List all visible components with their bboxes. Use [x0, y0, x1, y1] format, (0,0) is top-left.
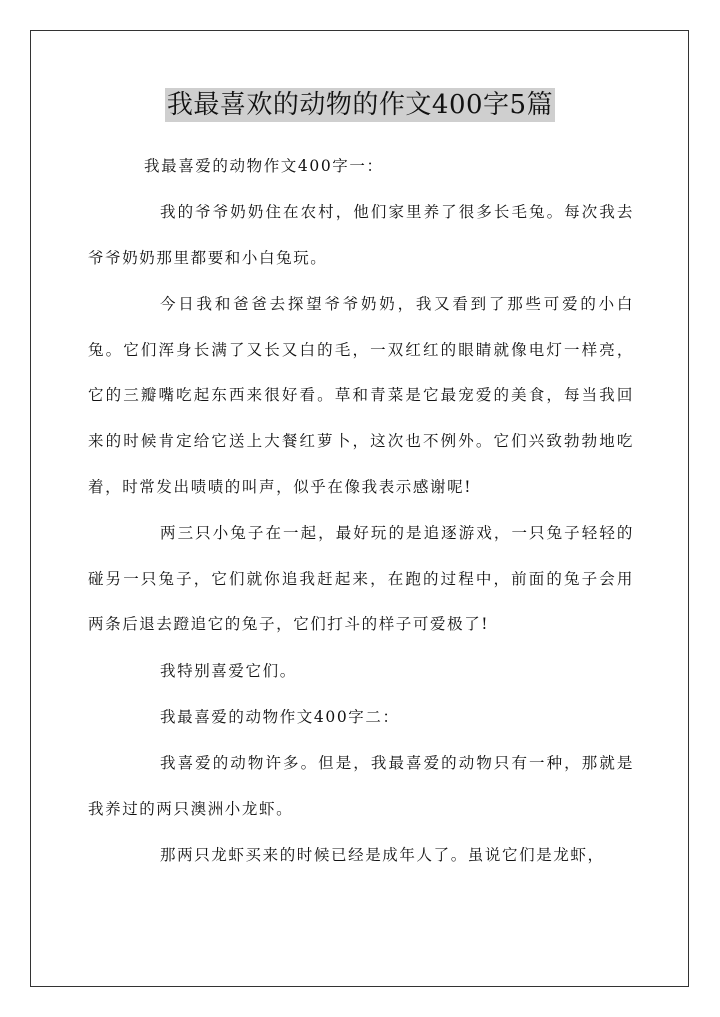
paragraph-2: 今日我和爸爸去探望爷爷奶奶，我又看到了那些可爱的小白兔。它们浑身长满了又长又白的毛，一双红红的眼睛就像电灯一样亮，它的三瓣嘴吃起东西来很好看。草和青菜是它最宠爱的美食，每当我回来的时候肯定给它送上大餐红萝卜，这次也不例外。它们兴致勃勃地吃着，时常发出啧啧的叫声，似乎在像我表示感谢呢! — [88, 295, 634, 496]
document-title: 我最喜欢的动物的作文400字5篇 — [166, 90, 554, 120]
paragraph-1: 我的爷爷奶奶住在农村，他们家里养了很多长毛兔。每次我去爷爷奶奶那里都要和小白兔玩。 — [88, 203, 634, 267]
section-heading-1: 我最喜爱的动物作文400字一： — [144, 157, 384, 175]
title-container — [0, 88, 720, 122]
paragraph-4: 我特别喜爱它们。 — [160, 662, 297, 680]
paragraph-6: 那两只龙虾买来的时候已经是成年人了。虽说它们是龙虾， — [160, 846, 605, 864]
section-heading-2: 我最喜爱的动物作文400字二： — [160, 708, 400, 726]
paragraph-5: 我喜爱的动物许多。但是，我最喜爱的动物只有一种，那就是我养过的两只澳洲小龙虾。 — [88, 754, 634, 818]
paragraph-3: 两三只小兔子在一起，最好玩的是追逐游戏，一只兔子轻轻的碰另一只兔子，它们就你追我赶起来，在跑的过程中，前面的兔子会用两条后退去蹬追它的兔子，它们打斗的样子可爱极了! — [88, 524, 634, 634]
